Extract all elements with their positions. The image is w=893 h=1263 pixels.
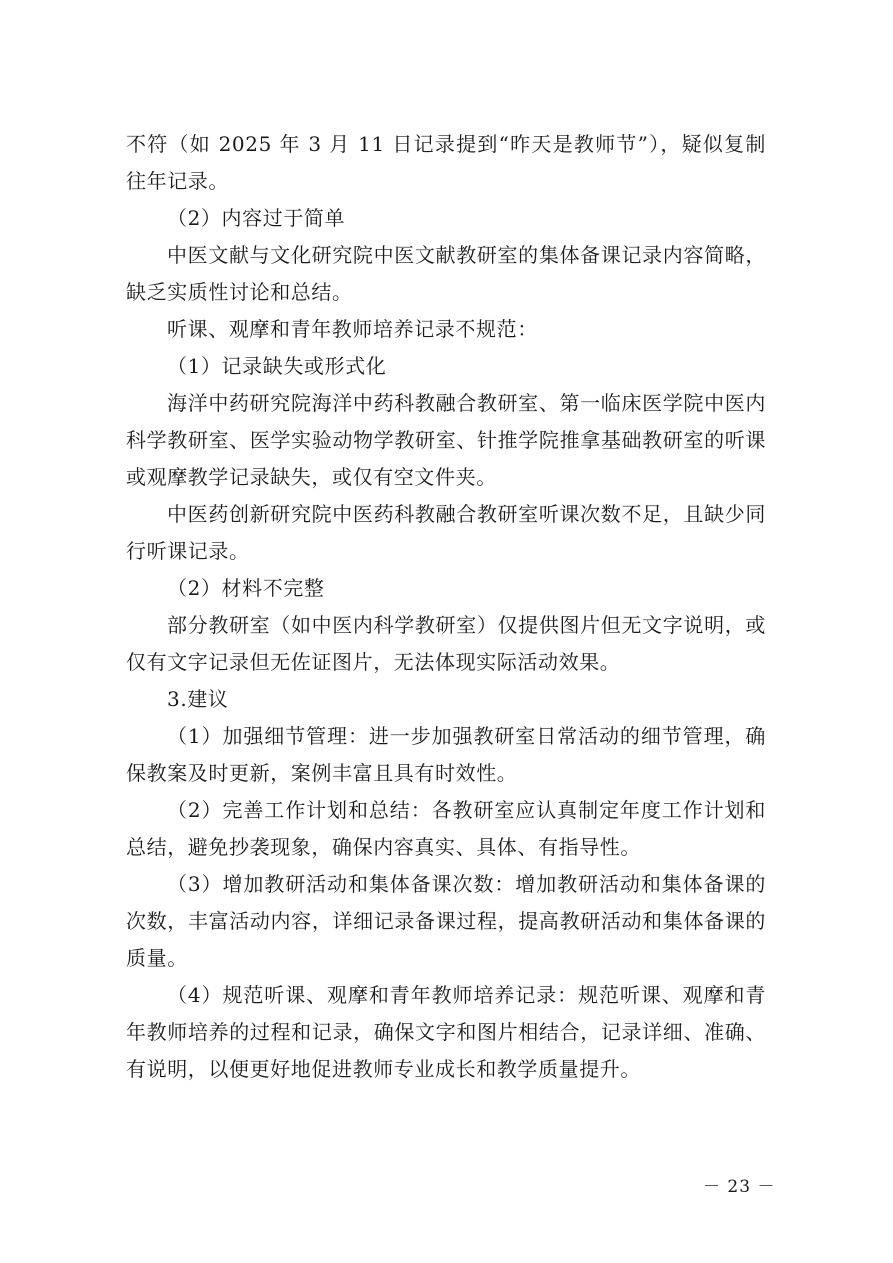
paragraph-innovation-institute: 中医药创新研究院中医药科教融合教研室听课次数不足，且缺少同行听课记录。 [126, 502, 766, 563]
page-number: － 23 － [703, 1177, 776, 1197]
paragraph-observation-records: 听课、观摩和青年教师培养记录不规范： [167, 317, 538, 341]
document-body [126, 126, 766, 1088]
paragraph-incomplete-materials-detail: 部分教研室（如中医内科学教研室）仅提供图片但无文字说明，或仅有文字记录但无佐证图片，无法体现实际活动效果。 [126, 613, 766, 674]
suggestion-3: （3）增加教研活动和集体备课次数：增加教研活动和集体备课的次数，丰富活动内容，详细记录备课过程，提高教研活动和集体备课的质量。 [126, 872, 766, 970]
section-heading-suggestions: 3.建议 [167, 687, 229, 711]
subheading-content-too-simple: （2）内容过于简单 [167, 206, 346, 230]
suggestion-4: （4）规范听课、观摩和青年教师培养记录：规范听课、观摩和青年教师培养的过程和记录，确保文字和图片相结合，记录详细、准确、有说明，以便更好地促进教师专业成长和教学质量提升。 [126, 983, 766, 1081]
subheading-incomplete-materials: （2）材料不完整 [167, 576, 325, 600]
paragraph-literature-dept: 中医文献与文化研究院中医文献教研室的集体备课记录内容简略，缺乏实质性讨论和总结。 [126, 243, 766, 304]
suggestion-1: （1）加强细节管理：进一步加强教研室日常活动的细节管理，确保教案及时更新，案例丰富且具有时效性。 [126, 724, 766, 785]
paragraph-missing-records-detail: 海洋中药研究院海洋中药科教融合教研室、第一临床医学院中医内科学教研室、医学实验动物学教研室、针推学院推拿基础教研室的听课或观摩教学记录缺失，或仅有空文件夹。 [126, 391, 766, 489]
paragraph-continuation: 不符（如 2025 年 3 月 11 日记录提到“昨天是教师节”），疑似复制往年记录。 [126, 132, 766, 193]
subheading-records-missing: （1）记录缺失或形式化 [167, 354, 387, 378]
suggestion-2: （2）完善工作计划和总结：各教研室应认真制定年度工作计划和总结，避免抄袭现象，确保内容真实、具体、有指导性。 [126, 798, 766, 859]
